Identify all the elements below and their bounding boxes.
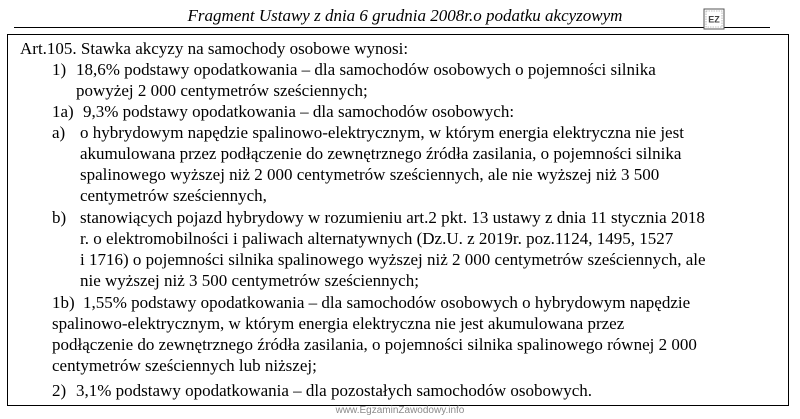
subitem-line: stanowiących pojazd hybrydowy w rozumieniu art.2 pkt. 13 ustawy z dnia 11 stycznia 2018: [80, 208, 705, 227]
item-line: spalinowo-elektrycznym, w którym energia elektryczna nie jest akumulowana przez: [52, 314, 625, 333]
item-line: powyżej 2 000 centymetrów sześciennych;: [76, 81, 368, 100]
subitem-line: nie wyższej niż 3 500 centymetrów sześciennych;: [80, 271, 419, 290]
subitem-line: o hybrydowym napędzie spalinowo-elektrycznym, w którym energia elektryczna nie jest: [80, 123, 684, 142]
subitem-line: centymetrów sześciennych,: [80, 186, 267, 205]
article-heading: Art.105. Stawka akcyzy na samochody osobowe wynosi:: [20, 39, 409, 58]
document-title: Fragment Ustawy z dnia 6 grudnia 2008r.o podatku akcyzowym: [187, 6, 623, 25]
item-marker: 1): [52, 60, 67, 79]
subitem-line: r. o elektromobilności i paliwach alternatywnych (Dz.U. z 2019r. poz.1124, 1495, 1527: [80, 229, 674, 248]
item-line: centymetrów sześciennych lub niższej;: [52, 356, 317, 375]
subitem-line: akumulowana przez podłączenie do zewnętrznego źródła zasilania, o pojemności silnika: [80, 144, 682, 163]
item-line: podłączenie do zewnętrznego źródła zasilania, o pojemności silnika spalinowego równej 2 000: [52, 335, 697, 354]
logo-text: EZ: [708, 14, 720, 25]
subitem-marker: b): [52, 208, 67, 227]
item-line: 3,1% podstawy opodatkowania – dla pozostałych samochodów osobowych.: [76, 381, 593, 400]
subitem-line: i 1716) o pojemności silnika spalinowego wyższej niż 2 000 centymetrów sześciennych, ale: [80, 250, 706, 269]
subitem-line: spalinowego wyższej niż 2 000 centymetrów sześciennych, ale nie wyższej niż 3 500: [80, 165, 660, 184]
item-line: 18,6% podstawy opodatkowania – dla samochodów osobowych o pojemności silnika: [76, 60, 656, 79]
item-line: 9,3% podstawy opodatkowania – dla samochodów osobowych:: [83, 102, 515, 121]
item-marker: 1b): [52, 293, 75, 312]
item-marker: 2): [52, 381, 67, 400]
item-line: 1,55% podstawy opodatkowania – dla samochodów osobowych o hybrydowym napędzie: [83, 293, 691, 312]
item-marker: 1a): [52, 102, 74, 121]
subitem-marker: a): [52, 123, 66, 142]
title-underline: [14, 27, 770, 28]
footer-watermark: www.EgzaminZawodowy.info: [335, 405, 465, 416]
stamp-logo-icon: [703, 8, 725, 30]
